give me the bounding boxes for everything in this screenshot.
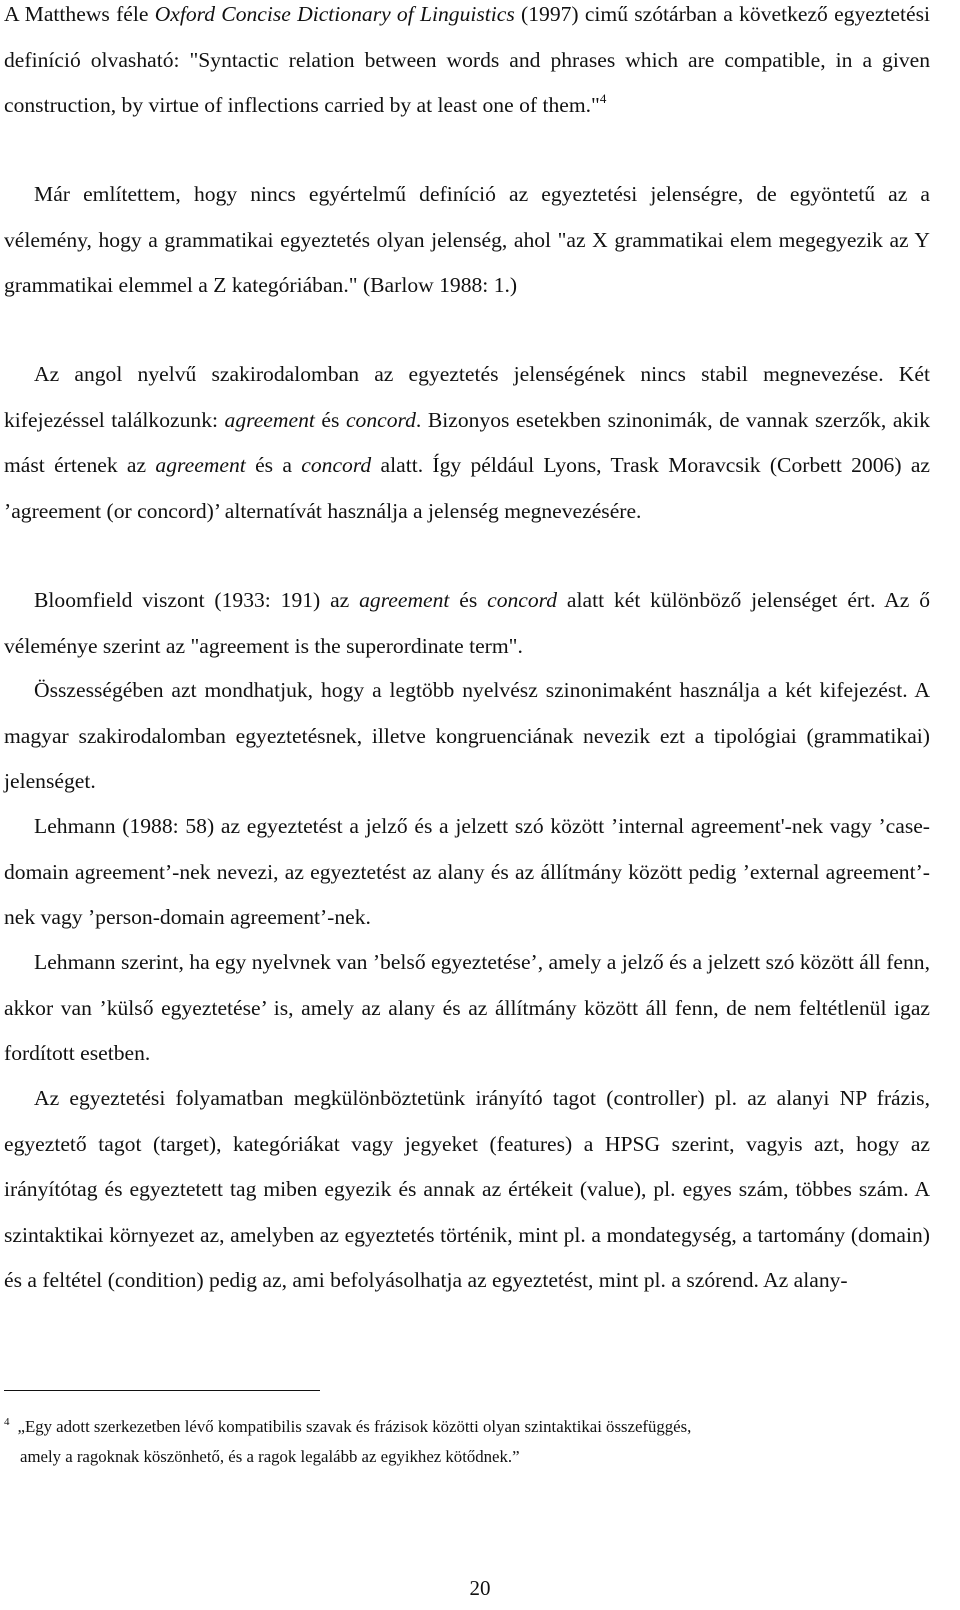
footnote	[4, 1412, 930, 1472]
footnote-reference: 4	[599, 91, 607, 106]
text-run: és a	[245, 453, 302, 477]
text-run: Lehmann szerint, ha egy nyelvnek van ’belső egyeztetése’, amely a jelző és a jelzett szó között áll fenn, akkor van ’külső egyeztetése’ is, amely az alany és az állítmány között áll fenn, de nem feltétlenül igaz fordított esetben.	[4, 950, 930, 1065]
text-run: (1997) cimű szótárban a következő egyeztetési definíció olvasható: "Syntactic relation between words and phrases which are compatible, in a given construction, by virtue of inflections carried by at least one of them."	[4, 2, 930, 117]
paragraph-matthews-definition	[4, 0, 930, 129]
text-run: Az angol nyelvű szakirodalomban az egyeztetés jelenségének nincs stabil megnevezése. Két kifejezéssel találkozunk:	[4, 362, 930, 432]
text-run: A Matthews féle	[4, 2, 155, 26]
term-italic: concord	[345, 407, 416, 432]
paragraph-no-clear-definition	[4, 172, 930, 309]
book-title: Oxford Concise Dictionary of Linguistics	[154, 2, 515, 26]
term-italic: agreement	[155, 453, 246, 477]
text-run: Lehmann (1988: 58) az egyeztetést a jelző és a jelzett szó között ’internal agreement'-nek vagy ’case-domain agreement’-nek nevezi, az egyeztetést az alany és az állítmány között pedig ’external agreement’-nek vagy ’person-domain agreement’-nek.	[4, 814, 930, 929]
term-italic: concord	[487, 588, 558, 612]
term-italic: concord	[301, 453, 372, 477]
page-number: 20	[469, 1576, 491, 1600]
text-run: és	[449, 588, 488, 612]
footnote-separator	[4, 1390, 320, 1391]
term-italic: agreement	[224, 407, 315, 432]
paragraph-english-terminology	[4, 352, 930, 534]
text-run: alatt két különböző jelenséget ért. Az ő véleménye szerint az "agreement is the superordinate term".	[4, 588, 930, 658]
text-run: és	[314, 407, 346, 432]
text-run: Már említettem, hogy nincs egyértelmű definíció az egyeztetési jelenségre, de egyöntetű az a vélemény, hogy a grammatikai egyeztetés olyan jelenség, ahol "az X grammatikai elem megegyezik az Y grammatikai elemmel a Z kategóriában." (Barlow 1988: 1.)	[4, 182, 930, 297]
footnote-line: „Egy adott szerkezetben lévő kompatibilis szavak és frázisok közötti olyan szintaktikai összefüggés,	[17, 1417, 692, 1436]
footnote-mark: 4	[4, 1416, 10, 1428]
text-run: . Bizonyos esetekben szinonimák, de vannak szerzők, akik mást értenek az	[4, 407, 930, 477]
paragraph-lehmann-implication	[4, 940, 930, 1077]
paragraph-lehmann-terms	[4, 804, 930, 941]
paragraph-summary	[4, 668, 930, 805]
paragraph-bloomfield	[4, 578, 930, 669]
text-run: Bloomfield viszont (1933: 191) az	[34, 588, 360, 612]
text-run: Az egyeztetési folyamatban megkülönböztetünk irányító tagot (controller) pl. az alanyi NP frázis, egyeztető tagot (target), kategóriákat vagy jegyeket (features) a HPSG szerint, vagyis azt, hogy az irányítótag és egyeztetett tag miben egyezik és annak az értékeit (value), pl. egyes szám, többes szám. A szintaktikai környezet az, amelyben az egyeztetés történik, mint pl. a mondategység, a tartomány (domain) és a feltétel (condition) pedig az, ami befolyásolhatja az egyeztetést, mint pl. a szórend. Az alany-	[4, 1086, 930, 1292]
text-run: Összességében azt mondhatjuk, hogy a legtöbb nyelvész szinonimaként használja a két kifejezést. A magyar szakirodalomban egyeztetésnek, illetve kongruenciának nevezik ezt a tipológiai (grammatikai) jelenséget.	[4, 678, 930, 793]
text-run: alatt. Így például Lyons, Trask Moravcsik (Corbett 2006) az ’agreement (or concord)’ alternatívát használja a jelenség megnevezésére.	[4, 453, 930, 523]
paragraph-agreement-process	[4, 1076, 930, 1304]
term-italic: agreement	[359, 588, 450, 612]
footnote-line: amely a ragoknak köszönhető, és a ragok legalább az egyikhez kötődnek.”	[20, 1447, 520, 1466]
